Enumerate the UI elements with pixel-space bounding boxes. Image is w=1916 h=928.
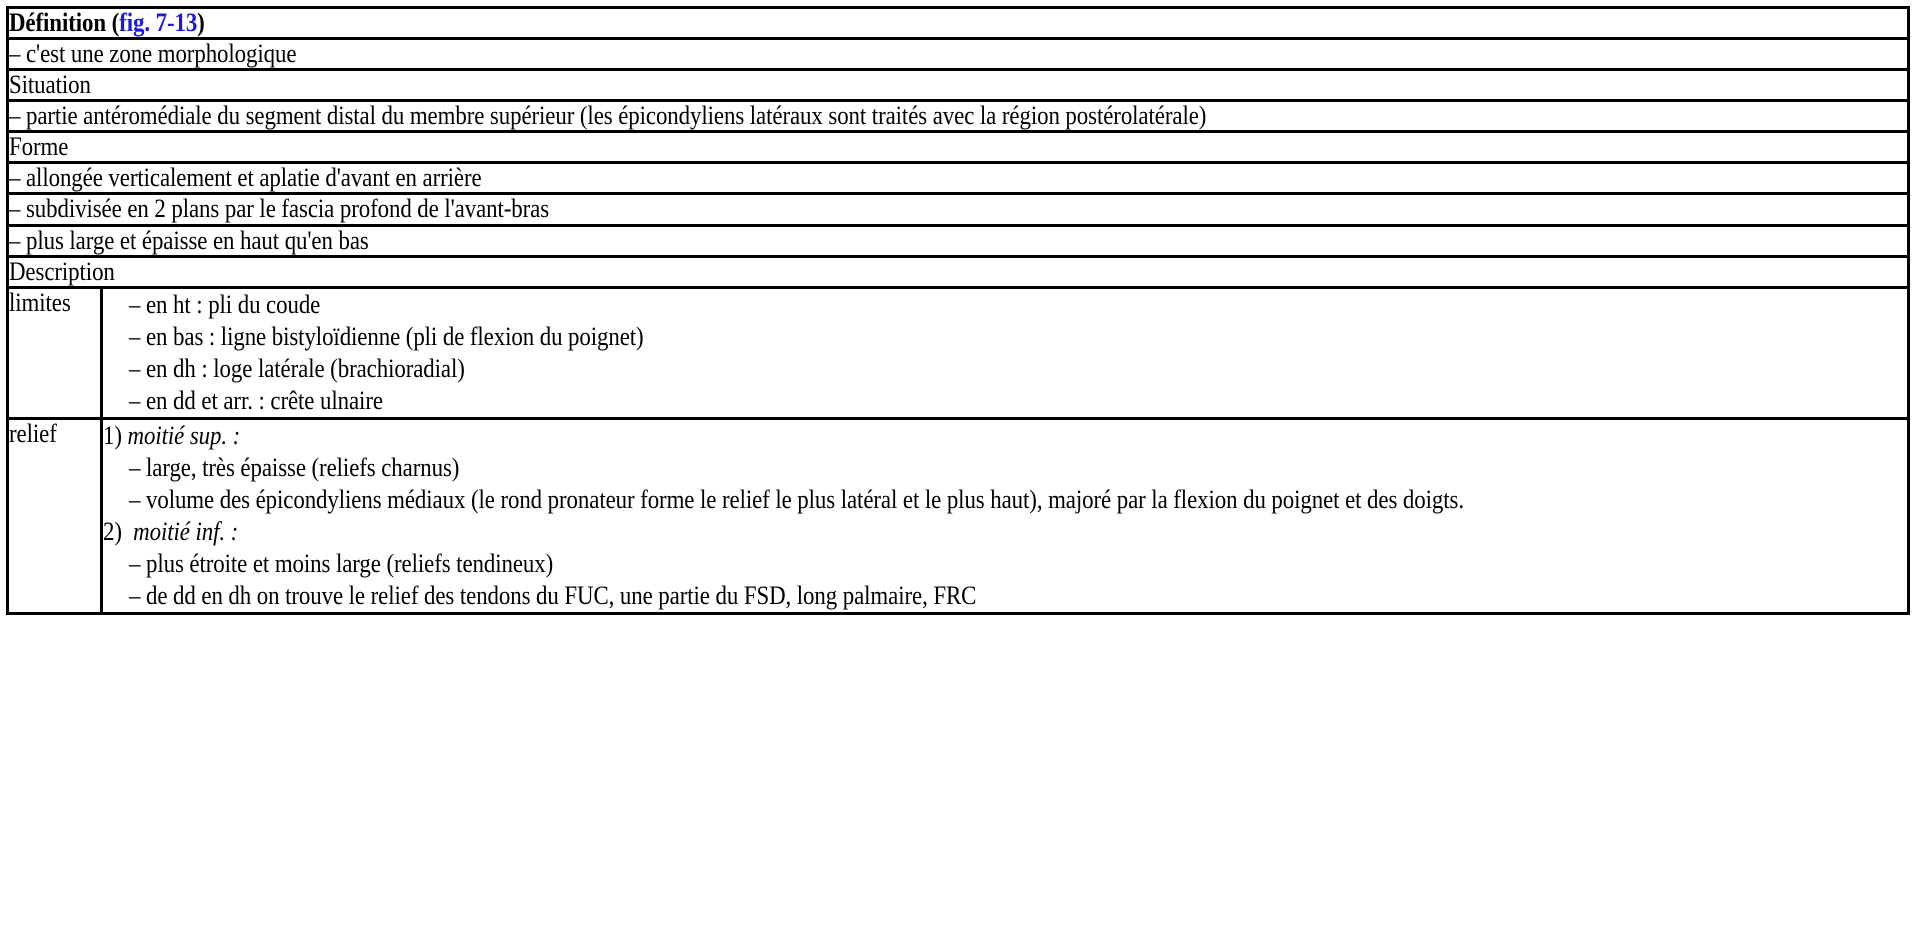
relief-line-text-4: – plus étroite et moins large (reliefs tendineux) bbox=[129, 549, 554, 579]
table-row-relief bbox=[8, 419, 1909, 614]
table-row-forme-bullet-2 bbox=[8, 225, 1909, 256]
relief-line-3 bbox=[103, 516, 1907, 548]
situation-header-cell bbox=[8, 70, 1909, 101]
situation-bullet-cell-0 bbox=[8, 101, 1909, 132]
limites-line-0 bbox=[103, 289, 1907, 321]
table-row-situation-header bbox=[8, 70, 1909, 101]
relief-line-4 bbox=[103, 548, 1907, 580]
anatomy-region-table bbox=[6, 6, 1910, 615]
forme-bullet-text-2: – plus large et épaisse en haut qu'en bas bbox=[9, 225, 369, 255]
definition-fig-open-paren: ( bbox=[111, 8, 120, 37]
limites-line-text-1: – en bas : ligne bistyloïdienne (pli de flexion du poignet) bbox=[129, 321, 644, 351]
definition-fig-close-paren: ) bbox=[197, 8, 205, 37]
table-row-forme-bullet-0 bbox=[8, 163, 1909, 194]
description-header-cell bbox=[8, 256, 1909, 287]
definition-label: Définition bbox=[9, 8, 107, 37]
limites-body-cell bbox=[102, 287, 1909, 418]
table-row-definition-bullet-0 bbox=[8, 39, 1909, 70]
relief-body-cell bbox=[102, 419, 1909, 614]
definition-header-cell bbox=[8, 8, 1909, 39]
forme-header-cell bbox=[8, 132, 1909, 163]
relief-line-text-5: – de dd en dh on trouve le relief des tendons du FUC, une partie du FSD, long palmaire, FRC bbox=[129, 581, 977, 611]
situation-label: Situation bbox=[9, 70, 91, 100]
forme-bullet-text-0: – allongée verticalement et aplatie d'avant en arrière bbox=[9, 163, 482, 193]
figure-reference-link[interactable]: fig. 7-13 bbox=[119, 8, 198, 37]
forme-bullet-text-1: – subdivisée en 2 plans par le fascia profond de l'avant-bras bbox=[9, 194, 550, 224]
relief-line-text-2: – volume des épicondyliens médiaux (le rond pronateur forme le relief le plus latéral et le plus haut), majoré par la flexion du poignet et des doigts. bbox=[129, 485, 1464, 515]
limites-line-1 bbox=[103, 321, 1907, 353]
limites-line-2 bbox=[103, 353, 1907, 385]
definition-bullet-cell-0 bbox=[8, 39, 1909, 70]
relief-line-text-3 bbox=[103, 518, 1691, 546]
relief-number-0: 1) bbox=[103, 421, 122, 451]
limites-label-cell bbox=[8, 287, 102, 418]
relief-line-1 bbox=[103, 452, 1907, 484]
relief-line-text-0 bbox=[103, 422, 1691, 450]
forme-bullet-cell-0 bbox=[8, 163, 1909, 194]
relief-number-3: 2) bbox=[103, 517, 122, 547]
table-row-limites bbox=[8, 287, 1909, 418]
relief-label: relief bbox=[9, 419, 57, 449]
relief-line-2 bbox=[103, 484, 1907, 516]
definition-header-text bbox=[9, 9, 1679, 37]
forme-bullet-cell-2 bbox=[8, 225, 1909, 256]
table-row-situation-bullet-0 bbox=[8, 101, 1909, 132]
limites-line-3 bbox=[103, 385, 1907, 417]
table-row-forme-header bbox=[8, 132, 1909, 163]
limites-line-text-3: – en dd et arr. : crête ulnaire bbox=[129, 385, 383, 415]
situation-bullet-text-0: – partie antéromédiale du segment distal du membre supérieur (les épicondyliens latéraux sont traités avec la région postérolatérale) bbox=[9, 101, 1207, 131]
relief-line-5 bbox=[103, 580, 1907, 612]
limites-line-text-2: – en dh : loge latérale (brachioradial) bbox=[129, 353, 465, 383]
relief-line-0 bbox=[103, 420, 1907, 452]
relief-italic-3: moitié inf. : bbox=[133, 517, 239, 547]
forme-label: Forme bbox=[9, 132, 69, 162]
forme-bullet-cell-1 bbox=[8, 194, 1909, 225]
relief-line-text-1: – large, très épaisse (reliefs charnus) bbox=[129, 453, 460, 483]
limites-line-text-0: – en ht : pli du coude bbox=[129, 289, 321, 319]
definition-bullet-text-0: – c'est une zone morphologique bbox=[9, 39, 297, 69]
limites-label: limites bbox=[9, 287, 71, 317]
table-row-description-header bbox=[8, 256, 1909, 287]
relief-label-cell bbox=[8, 419, 102, 614]
table-row-forme-bullet-1 bbox=[8, 194, 1909, 225]
table-row-definition-header bbox=[8, 8, 1909, 39]
description-label: Description bbox=[9, 256, 115, 286]
relief-italic-0: moitié sup. : bbox=[127, 421, 241, 451]
